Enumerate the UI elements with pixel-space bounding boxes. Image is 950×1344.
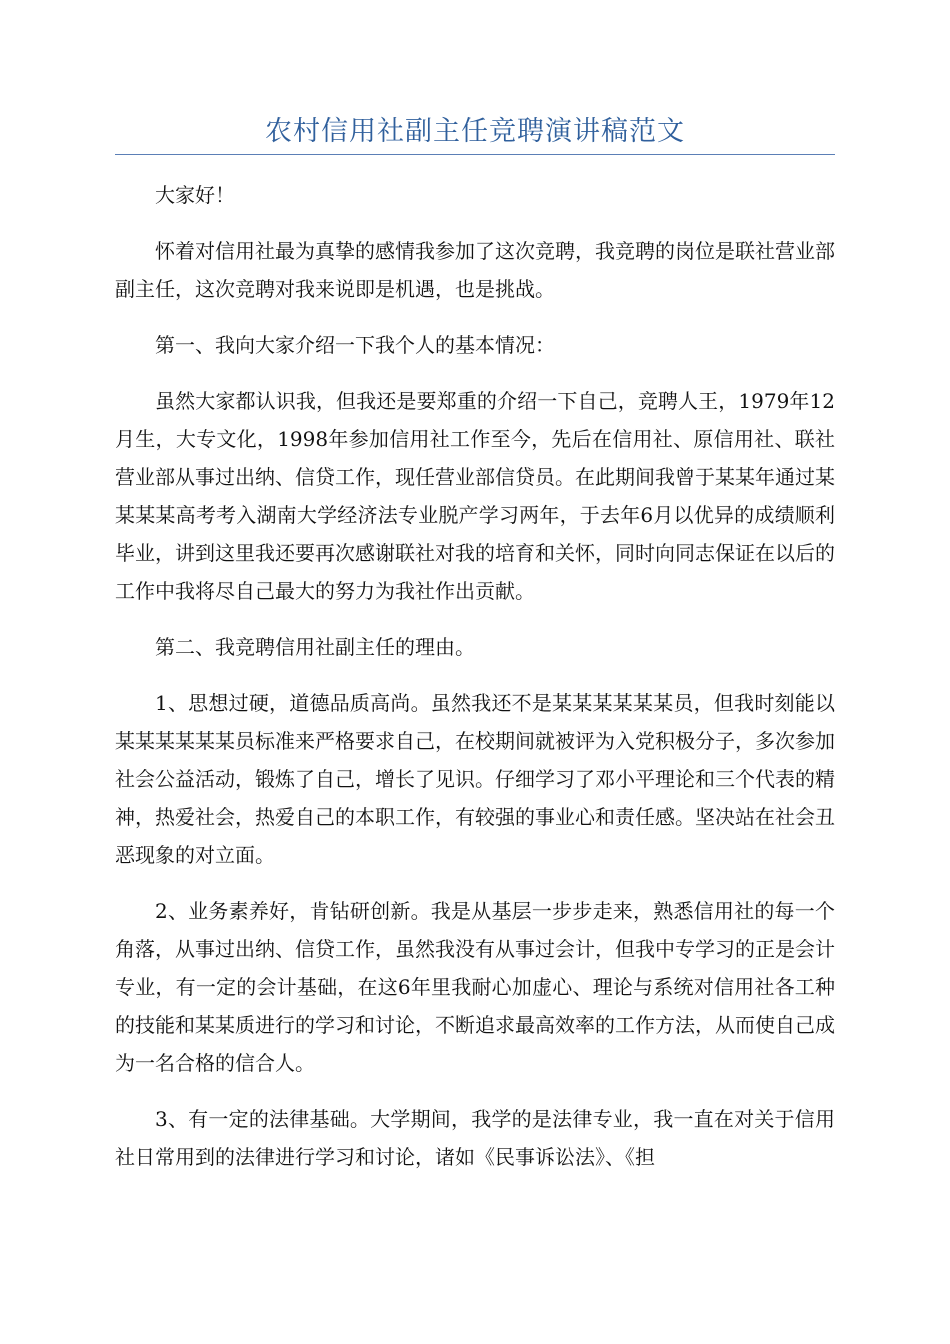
- paragraph-reason-one: 1、思想过硬，道德品质高尚。虽然我还不是某某某某某某员，但我时刻能以某某某某某某员标准来严格要求自己，在校期间就被评为入党积极分子，多次参加社会公益活动，锻炼了自己，增长了见识。仔细学习了邓小平理论和三个代表的精神，热爱社会，热爱自己的本职工作，有较强的事业心和责任感。坚决站在社会丑恶现象的对立面。: [115, 691, 835, 867]
- paragraph-reason-three: 3、有一定的法律基础。大学期间，我学的是法律专业，我一直在对关于信用社日常用到的法律进行学习和讨论，诸如《民事诉讼法》、《担: [115, 1107, 835, 1169]
- title-underline: [115, 154, 835, 155]
- paragraph-intro: 怀着对信用社最为真挚的感情我参加了这次竞聘，我竞聘的岗位是联社营业部副主任，这次竞聘对我来说即是机遇，也是挑战。: [115, 239, 835, 301]
- paragraph-personal-info: 虽然大家都认识我，但我还是要郑重的介绍一下自己，竞聘人王，1979年12月生，大专文化，1998年参加信用社工作至今，先后在信用社、原信用社、联社营业部从事过出纳、信贷工作，现任营业部信贷员。在此期间我曾于某某年通过某某某某高考考入湖南大学经济法专业脱产学习两年，于去年6月以优异的成绩顺利毕业，讲到这里我还要再次感谢联社对我的培育和关怀，同时向同志保证在以后的工作中我将尽自己最大的努力为我社作出贡献。: [115, 389, 835, 603]
- paragraph-section-one-heading: 第一、我向大家介绍一下我个人的基本情况：: [155, 333, 555, 357]
- paragraph-section-two-heading: 第二、我竞聘信用社副主任的理由。: [155, 635, 475, 659]
- document-body: [115, 176, 835, 1194]
- paragraph-reason-two: 2、业务素养好，肯钻研创新。我是从基层一步步走来，熟悉信用社的每一个角落，从事过出纳、信贷工作，虽然我没有从事过会计，但我中专学习的正是会计专业，有一定的会计基础，在这6年里我耐心加虚心、理论与系统对信用社各工种的技能和某某质进行的学习和讨论，不断追求最高效率的工作方法，从而使自己成为一名合格的信合人。: [115, 899, 835, 1075]
- paragraph-greeting: 大家好！: [155, 183, 235, 207]
- document-title: 农村信用社副主任竞聘演讲稿范文: [265, 116, 685, 147]
